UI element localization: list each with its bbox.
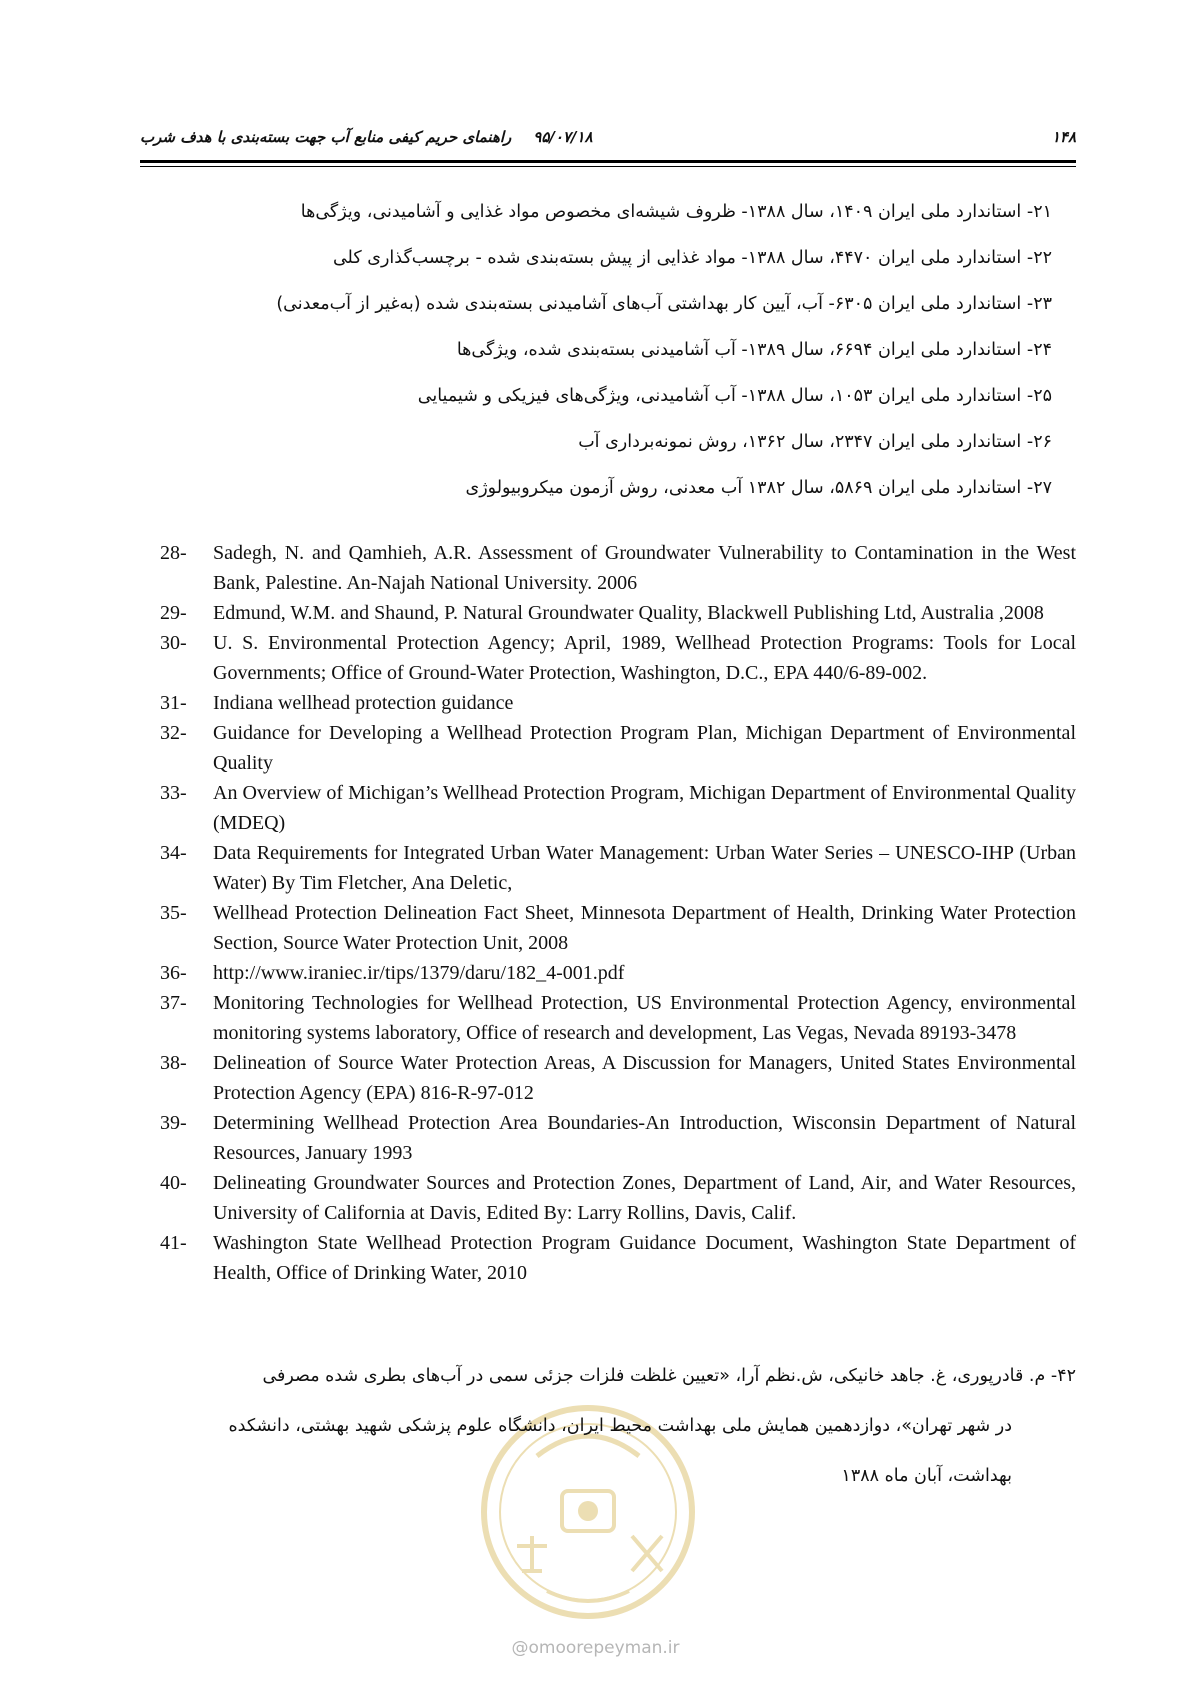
reference-number: 31- [160,692,187,714]
reference-number: 29- [160,602,187,624]
reference-link[interactable]: http://www.iraniec.ir/tips/1379/daru/182_4-001.pdf [213,962,625,984]
reference-number: 32- [160,722,187,744]
reference-item [160,988,1076,1048]
reference-text: Monitoring Technologies for Wellhead Protection, US Environmental Protection Agency, environmental monitoring systems laboratory, Office of research and development, Las Vegas, Nevada 89193-3478 [213,992,1076,1044]
reference-line: در شهر تهران»، دوازدهمین همایش ملی بهداشت محیط ایران، دانشگاه علوم پزشکی شهید بهشتی، دانشکده [228,1416,1012,1436]
site-watermark: @omoorepeyman.ir [511,1638,680,1658]
english-reference-list [160,538,1076,1288]
reference-item [160,958,1076,988]
page-number: ۱۴۸ [1051,128,1076,146]
reference-text: Washington State Wellhead Protection Program Guidance Document, Washington State Department of Health, Office of Drinking Water, 2010 [213,1232,1076,1284]
persian-reference: ۲۶- استاندارد ملی ایران ۲۳۴۷، سال ۱۳۶۲، روش نمونه‌برداری آب [578,432,1052,452]
reference-line: ۴۲- م. قادرپوری، غ. جاهد خانیکی، ش.نظم آرا، «تعیین غلظت فلزات جزئی سمی در آب‌های بطری شده مصرفی [262,1366,1076,1386]
reference-text: Sadegh, N. and Qamhieh, A.R. Assessment of Groundwater Vulnerability to Contamination in the West Bank, Palestine. An-Najah National University. 2006 [213,542,1076,594]
persian-reference: ۲۲- استاندارد ملی ایران ۴۴۷۰، سال ۱۳۸۸- مواد غذایی از پیش بسته‌بندی شده - برچسب‌گذاری کلی [332,248,1052,268]
reference-number: 34- [160,842,187,864]
reference-text: Guidance for Developing a Wellhead Protection Program Plan, Michigan Department of Environmental Quality [213,722,1076,774]
reference-number: 28- [160,542,187,564]
reference-text: Delineating Groundwater Sources and Protection Zones, Department of Land, Air, and Water Resources, University of California at Davis, Edited By: Larry Rollins, Davis, Calif. [213,1172,1076,1224]
reference-text: Indiana wellhead protection guidance [213,692,514,714]
header-rule-thick [140,160,1076,163]
reference-text: Wellhead Protection Delineation Fact Sheet, Minnesota Department of Health, Drinking Water Protection Section, Source Water Protection Unit, 2008 [213,902,1076,954]
reference-text: Edmund, W.M. and Shaund, P. Natural Groundwater Quality, Blackwell Publishing Ltd, Australia ,2008 [213,602,1044,624]
persian-reference: ۲۴- استاندارد ملی ایران ۶۶۹۴، سال ۱۳۸۹- آب آشامیدنی بسته‌بندی شده، ویژگی‌ها [456,340,1052,360]
reference-item [160,718,1076,778]
reference-item [160,688,1076,718]
reference-number: 35- [160,902,187,924]
reference-number: 30- [160,632,187,654]
reference-number: 40- [160,1172,187,1194]
reference-item [160,898,1076,958]
reference-number: 37- [160,992,187,1014]
reference-item [160,1228,1076,1288]
header-title: راهنمای حریم کیفی منابع آب جهت بسته‌بندی با هدف شرب [140,128,512,146]
reference-text: Determining Wellhead Protection Area Boundaries-An Introduction, Wisconsin Department of Natural Resources, January 1993 [213,1112,1076,1164]
persian-reference-list [140,192,1052,514]
header-title-date [140,128,593,146]
reference-number: 33- [160,782,187,804]
reference-item [160,598,1076,628]
header-date: ۹۵/۰۷/۱۸ [533,128,593,146]
reference-text: An Overview of Michigan’s Wellhead Protection Program, Michigan Department of Environmental Quality (MDEQ) [213,782,1076,834]
persian-reference: ۲۳- استاندارد ملی ایران ۶۳۰۵- آب، آیین کار بهداشتی آب‌های آشامیدنی بسته‌بندی شده (به‌غیر از آب‌معدنی) [276,294,1052,314]
header-rule-thin [140,166,1076,167]
reference-line: بهداشت، آبان ماه ۱۳۸۸ [841,1466,1012,1486]
reference-item [160,1108,1076,1168]
persian-reference: ۲۷- استاندارد ملی ایران ۵۸۶۹، سال ۱۳۸۲ آب معدنی، روش آزمون میکروبیولوژی [465,478,1052,498]
reference-item [160,1048,1076,1108]
page-header [140,128,1076,148]
reference-item [160,838,1076,898]
reference-number: 36- [160,962,187,984]
reference-item [160,1168,1076,1228]
reference-number: 38- [160,1052,187,1074]
reference-item [160,628,1076,688]
persian-reference: ۲۵- استاندارد ملی ایران ۱۰۵۳، سال ۱۳۸۸- آب آشامیدنی، ویژگی‌های فیزیکی و شیمیایی [417,386,1052,406]
reference-text: Delineation of Source Water Protection Areas, A Discussion for Managers, United States Environmental Protection Agency (EPA) 816-R-97-012 [213,1052,1076,1104]
reference-text: U. S. Environmental Protection Agency; April, 1989, Wellhead Protection Programs: Tools for Local Governments; Office of Ground-Water Protection, Washington, D.C., EPA 440/6-89-002. [213,632,1076,684]
reference-item [160,778,1076,838]
persian-reference-42 [140,1356,1076,1506]
persian-reference: ۲۱- استاندارد ملی ایران ۱۴۰۹، سال ۱۳۸۸- ظروف شیشه‌ای مخصوص مواد غذایی و آشامیدنی، ویژگی‌ها [300,202,1052,222]
reference-number: 39- [160,1112,187,1134]
reference-item [160,538,1076,598]
reference-number: 41- [160,1232,187,1254]
reference-text: Data Requirements for Integrated Urban Water Management: Urban Water Series – UNESCO-IHP (Urban Water) By Tim Fletcher, Ana Deletic, [213,842,1076,894]
